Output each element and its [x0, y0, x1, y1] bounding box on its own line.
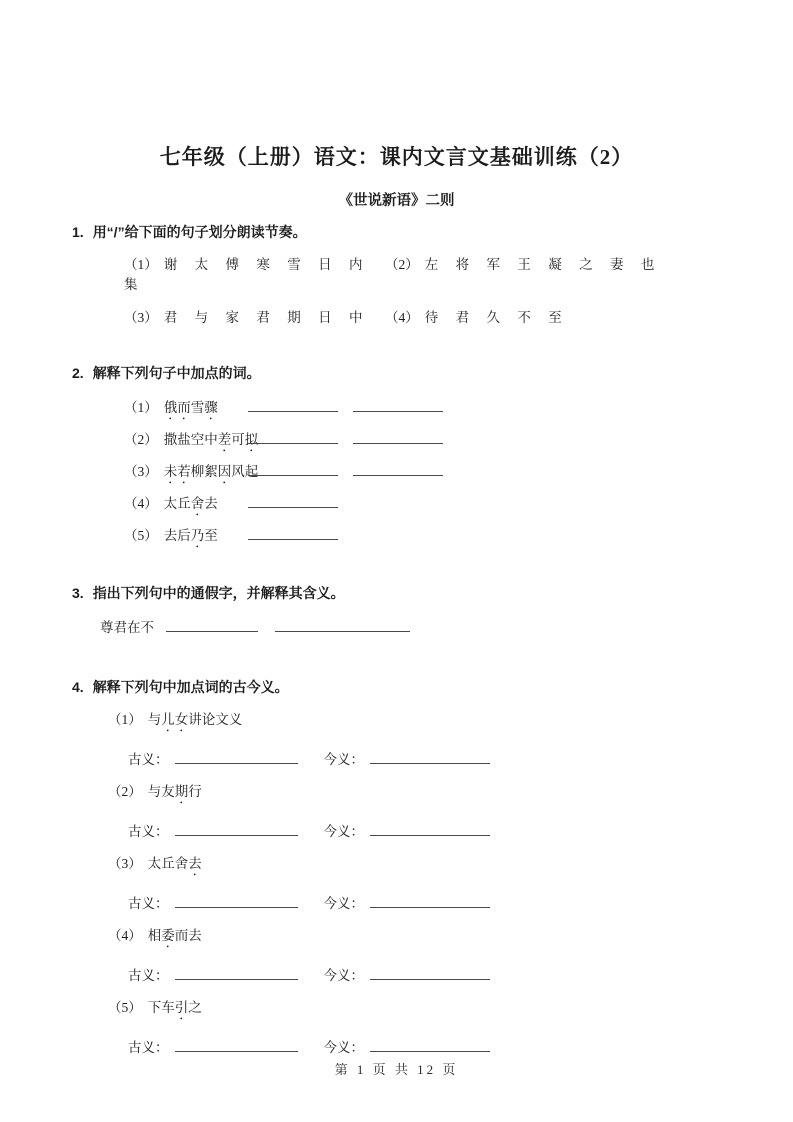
answer-blank [248, 428, 338, 444]
modern-meaning-label: 今义： [323, 896, 364, 911]
ancient-meaning-label: 古义： [128, 968, 169, 983]
question-1-number: 1. [72, 224, 84, 240]
item-number: （4） [108, 928, 142, 943]
question-3-number: 3. [72, 585, 84, 601]
item-sentence [124, 526, 248, 551]
answer-blank [248, 492, 338, 508]
question-2-items [124, 396, 721, 544]
q2-item-4 [124, 492, 721, 512]
item-sentence [108, 854, 721, 879]
question-2-prompt: 解释下列句子中加点的词。 [92, 365, 261, 381]
question-4-prompt: 解释下列句中加点词的古今义。 [92, 679, 289, 695]
item-number: （5） [108, 1000, 142, 1015]
q1-item-3 [124, 308, 385, 328]
question-2-header [72, 363, 721, 383]
item-number: （2） [124, 432, 158, 447]
question-1-header [72, 222, 721, 242]
ancient-meaning-label: 古义： [128, 824, 169, 839]
q1-item-2 [385, 255, 721, 295]
q4-item-1 [72, 710, 721, 770]
item-text: 相委而去 [147, 928, 202, 943]
item-sentence [108, 782, 721, 807]
item-sentence [108, 998, 721, 1023]
modern-meaning-label: 今义： [323, 752, 364, 767]
question-4-number: 4. [72, 679, 84, 695]
question-1 [72, 222, 721, 328]
item-number: （5） [124, 528, 158, 543]
item-sentence [124, 430, 259, 455]
question-2-number: 2. [72, 365, 84, 381]
item-number: （1） [124, 400, 158, 415]
item-number: （3） [124, 464, 158, 479]
item-text: 尊君在不 [100, 620, 154, 635]
question-3 [72, 583, 721, 638]
item-text: 与儿女讲论文义 [147, 712, 243, 727]
item-number: （1） [124, 257, 158, 272]
item-definitions [128, 964, 721, 986]
ancient-meaning-label: 古义： [128, 896, 169, 911]
answer-blank [370, 748, 490, 764]
item-text: 太丘舍去 [163, 496, 218, 511]
item-definitions [128, 820, 721, 842]
item-definitions [128, 748, 721, 770]
answer-blank [175, 748, 298, 764]
item-number: （1） [108, 712, 142, 727]
q1-item-1 [124, 255, 385, 295]
item-number: （2） [385, 257, 419, 272]
item-text: 去后乃至 [163, 528, 218, 543]
item-sentence [108, 710, 721, 735]
page-title: 七年级（上册）语文：课内文言文基础训练（2） [159, 145, 634, 169]
item-sentence [124, 494, 248, 519]
answer-blank [248, 460, 338, 476]
question-1-items [124, 255, 721, 328]
q4-item-4 [72, 926, 721, 986]
ancient-meaning-label: 古义： [128, 752, 169, 767]
question-4-header [72, 677, 721, 697]
answer-blank [175, 964, 298, 980]
answer-blank [353, 428, 443, 444]
item-number: （4） [124, 496, 158, 511]
answer-blank [370, 1036, 490, 1052]
question-2 [72, 363, 721, 544]
answer-blank [370, 892, 490, 908]
item-text: 未若柳絮因风起 [163, 464, 259, 479]
item-sentence [124, 462, 259, 487]
item-definitions [128, 892, 721, 914]
answer-blank [353, 460, 443, 476]
q4-item-5 [72, 998, 721, 1058]
item-number: （4） [385, 310, 419, 325]
item-text: 左 将 军 王 凝 之 妻 也 [424, 257, 662, 272]
question-3-header [72, 583, 721, 603]
page-subtitle: 《世说新语》二则 [338, 193, 455, 209]
answer-blank [248, 396, 338, 412]
question-4-items [72, 710, 721, 1058]
item-text: 谢 太 傅 寒 雪 日 内 集 [124, 257, 370, 292]
item-text: 与友期行 [147, 784, 202, 799]
item-text: 撒盐空中差可拟 [163, 432, 259, 447]
item-text: 待 君 久 不 至 [424, 310, 569, 325]
answer-blank [275, 616, 410, 632]
item-definitions [128, 1036, 721, 1058]
item-number: （3） [124, 310, 158, 325]
answer-blank [175, 892, 298, 908]
answer-blank [248, 524, 338, 540]
answer-blank [353, 396, 443, 412]
modern-meaning-label: 今义： [323, 824, 364, 839]
modern-meaning-label: 今义： [323, 1040, 364, 1055]
q1-item-4 [385, 308, 721, 328]
item-sentence [124, 398, 248, 423]
answer-blank [370, 964, 490, 980]
ancient-meaning-label: 古义： [128, 1040, 169, 1055]
item-text: 下车引之 [147, 1000, 202, 1015]
q2-item-1 [124, 396, 721, 416]
answer-blank [370, 820, 490, 836]
question-3-prompt: 指出下列句中的通假字，并解释其含义。 [92, 585, 345, 601]
item-text: 君 与 家 君 期 日 中 [163, 310, 370, 325]
answer-blank [175, 820, 298, 836]
q3-item [100, 616, 721, 638]
answer-blank [175, 1036, 298, 1052]
item-sentence [108, 926, 721, 951]
q4-item-2 [72, 782, 721, 842]
question-4 [72, 677, 721, 1058]
q2-item-3 [124, 460, 721, 480]
item-text: 俄而雪骤 [163, 400, 218, 415]
answer-blank [166, 616, 258, 632]
item-number: （2） [108, 784, 142, 799]
question-1-prompt: 用“/”给下面的句子划分朗读节奏。 [92, 224, 307, 240]
item-text: 太丘舍去 [147, 856, 202, 871]
q2-item-5 [124, 524, 721, 544]
page-number-footer: 第 1 页 共 12 页 [334, 1062, 459, 1077]
q2-item-2 [124, 428, 721, 448]
q4-item-3 [72, 854, 721, 914]
item-number: （3） [108, 856, 142, 871]
modern-meaning-label: 今义： [323, 968, 364, 983]
